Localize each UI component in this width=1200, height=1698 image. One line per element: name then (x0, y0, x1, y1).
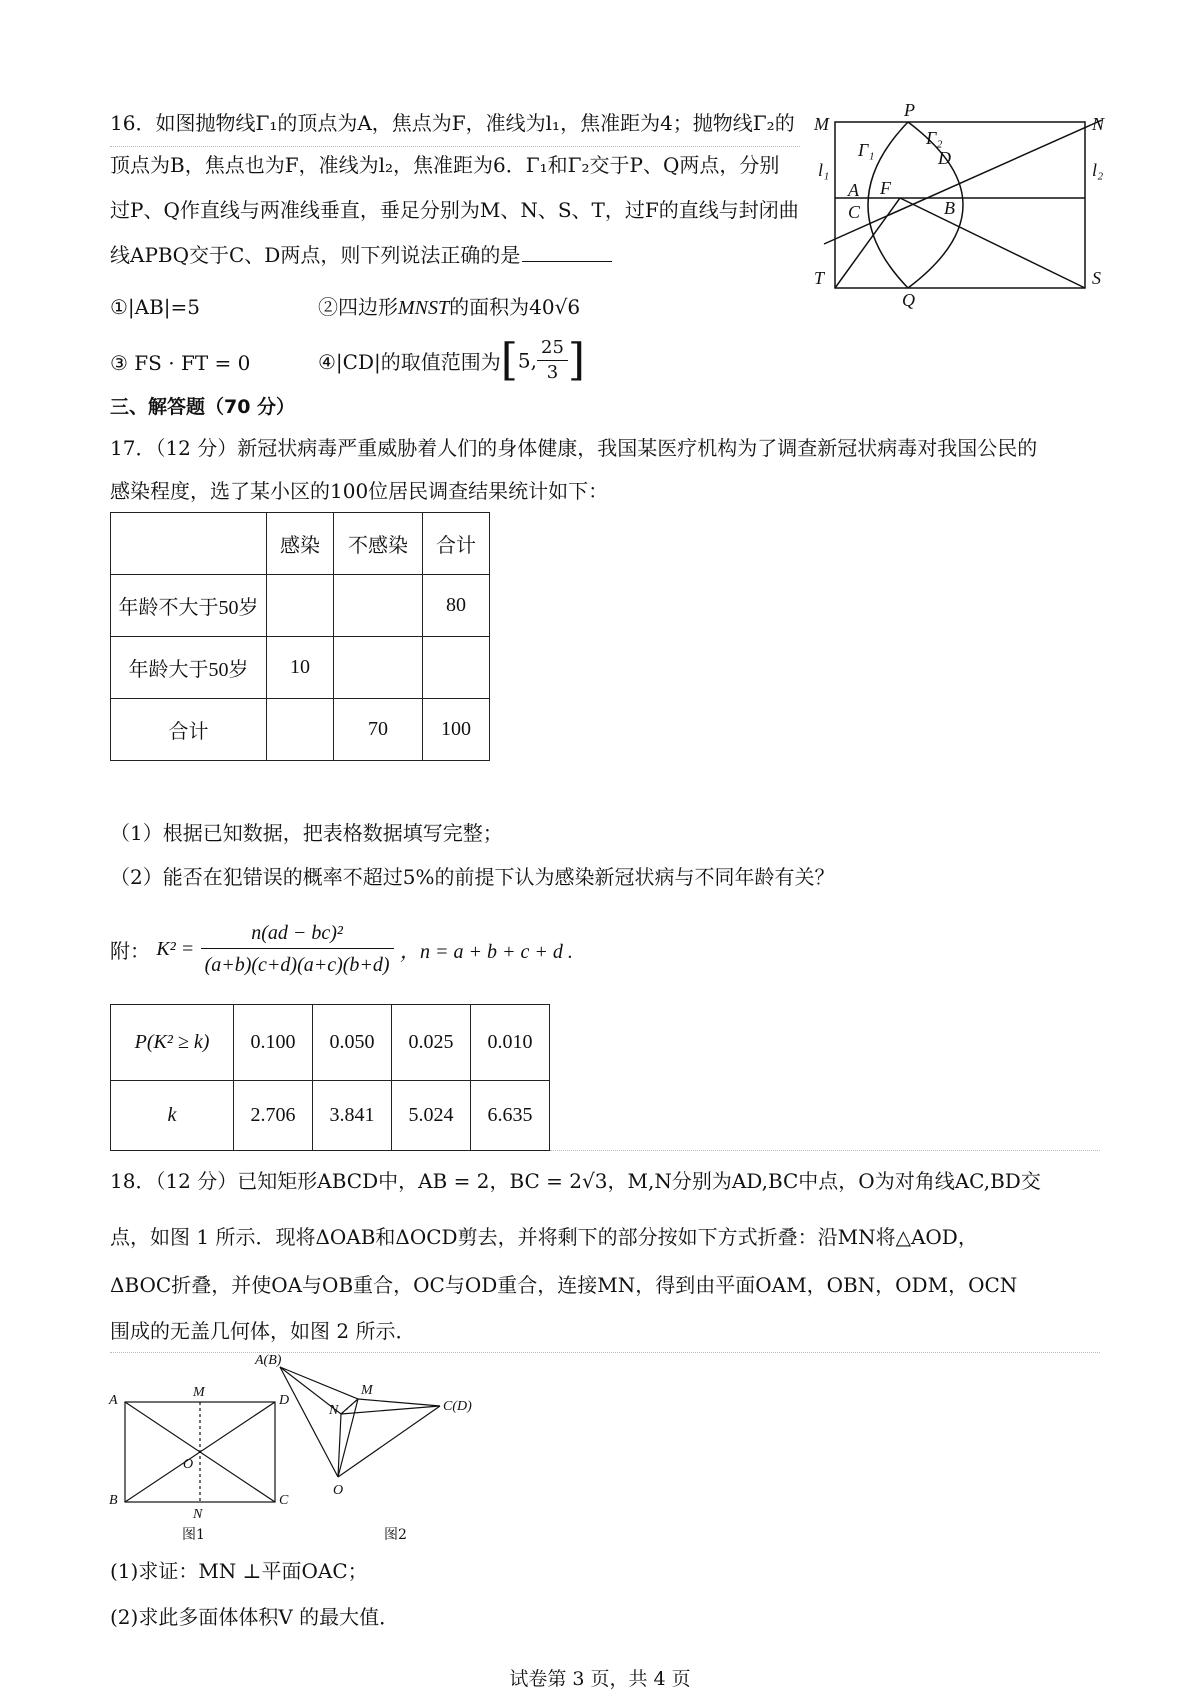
q18-line3: ΔBOC折叠，并使OA与OB重合，OC与OD重合，连接MN，得到由平面OAM，OBN，ODM，OCN (110, 1273, 1018, 1297)
table-cell[interactable] (267, 699, 334, 761)
table-cell: 3.841 (313, 1081, 392, 1151)
fig1-label-C: C (279, 1493, 289, 1508)
formula-post: ，n = a + b + c + d . (399, 941, 573, 963)
label-N: N (1092, 114, 1105, 134)
fig1-label-B: B (109, 1493, 118, 1508)
table-row (111, 637, 490, 699)
divider (110, 146, 800, 147)
table-cell: 2.706 (234, 1081, 313, 1151)
table-cell: 80 (423, 575, 490, 637)
fig2-label-O: O (333, 1483, 344, 1498)
q18-sub1: (1)求证：MN ⊥平面OAC； (110, 1559, 368, 1583)
label-C: C (848, 202, 861, 222)
table-row (111, 699, 490, 761)
table-row (111, 513, 490, 575)
table-cell (111, 513, 267, 575)
q16-option-2 (318, 292, 580, 323)
q18-line2: 点，如图 1 所示．现将ΔOAB和ΔOCD剪去，并将剩下的部分按如下方式折叠：沿MN将△AOD， (110, 1225, 978, 1249)
table-cell: 不感染 (334, 513, 423, 575)
formula-fraction (201, 918, 394, 981)
formula-k: K² = (156, 938, 195, 960)
formula-num: n(ad − bc)² (201, 918, 394, 949)
line-fs (900, 198, 1085, 288)
table-cell: 100 (423, 699, 490, 761)
label-M: M (814, 114, 829, 134)
table-row (111, 1081, 550, 1151)
q17-line2: 感染程度，选了某小区的100位居民调查结果统计如下： (110, 479, 609, 503)
fig1-caption: 图1 (182, 1527, 205, 1543)
fig2-label-N: N (329, 1403, 339, 1418)
label-F: F (880, 178, 891, 198)
q18-line1: 18．（12 分）已知矩形ABCD中，AB = 2，BC = 2√3，M,N分别为AD,BC中点，O为对角线AC,BD交 (110, 1169, 1041, 1193)
table-cell[interactable] (334, 575, 423, 637)
q17-formula (110, 918, 573, 981)
fig2-label-CD: C(D) (443, 1399, 472, 1414)
q17-contingency-table (110, 512, 490, 761)
table-cell: 合计 (423, 513, 490, 575)
q17-critical-value-table (110, 1004, 550, 1151)
label-T: T (814, 268, 825, 288)
answer-blank[interactable] (522, 241, 612, 262)
fig2-face (280, 1367, 358, 1414)
opt4-den: 3 (546, 362, 559, 383)
q17-line1: 17．（12 分）新冠状病毒严重威胁着人们的身体健康，我国某医疗机构为了调查新冠状病毒对我国公民的 (110, 436, 1038, 460)
bracket-right: ] (567, 334, 586, 386)
opt2-pre: ②四边形 (318, 295, 398, 319)
q16-line2: 顶点为B，焦点也为F，准线为l₂，焦准距为6．Γ₁和Γ₂交于P、Q两点，分别 (110, 153, 780, 177)
page-footer: 试卷第 3 页，共 4 页 (509, 1668, 691, 1690)
q16-line4 (110, 240, 612, 270)
table-row (111, 575, 490, 637)
q17-sub2: （2）能否在犯错误的概率不超过5%的前提下认为感染新冠状病与不同年龄有关？ (110, 865, 835, 889)
opt4-fraction (537, 336, 568, 385)
table-cell: 5.024 (392, 1081, 471, 1151)
fig1-label-A: A (109, 1393, 118, 1408)
q18-sub2: (2)求此多面体体积V 的最大值． (110, 1605, 400, 1629)
fig2-edge-ao (280, 1367, 338, 1477)
fig2-label-AB: A(B) (255, 1353, 282, 1368)
q16-figure (808, 100, 1118, 310)
table-cell: 合计 (111, 699, 267, 761)
fig1-label-M: M (193, 1385, 205, 1400)
opt2-mid: 的面积为 (449, 295, 530, 319)
label-l1: l₁ (818, 160, 830, 180)
fig1-label-O: O (183, 1457, 194, 1472)
fig2-label-M: M (361, 1383, 373, 1398)
q17-sub1: （1）根据已知数据，把表格数据填写完整； (110, 821, 503, 845)
q16-line3: 过P、Q作直线与两准线垂直，垂足分别为M、N、S、T，过F的直线与封闭曲 (110, 198, 799, 222)
q16-option-4 (318, 336, 585, 385)
label-A: A (848, 180, 859, 200)
q18-line4: 围成的无盖几何体，如图 2 所示． (110, 1319, 416, 1343)
formula-den: (a+b)(c+d)(a+c)(b+d) (204, 954, 390, 976)
label-gamma2: Γ₂ (926, 128, 943, 148)
table-cell: 年龄大于50岁 (111, 637, 267, 699)
fig1-label-N: N (193, 1507, 203, 1522)
table-cell: 0.100 (234, 1005, 313, 1081)
label-gamma1: Γ₁ (858, 140, 875, 160)
fig1-label-D: D (279, 1393, 290, 1408)
table-cell: 0.050 (313, 1005, 392, 1081)
label-B: B (944, 198, 955, 218)
bracket-left: [ (500, 334, 518, 386)
q16-line4-text: 线APBQ交于C、D两点，则下列说法正确的是 (110, 243, 521, 267)
opt4-a: 5, (517, 348, 538, 373)
opt4-pre: ④|CD|的取值范围为 (318, 350, 501, 374)
fig2-edge-mc (358, 1399, 440, 1406)
table-row (111, 1005, 550, 1081)
table-cell: 10 (267, 637, 334, 699)
label-Q: Q (902, 290, 915, 310)
table-cell[interactable] (334, 637, 423, 699)
opt4-num: 25 (537, 336, 568, 361)
opt2-var: MNST (398, 297, 450, 319)
formula-pre: 附： (110, 939, 150, 963)
table-cell: 70 (334, 699, 423, 761)
q16-line1: 16．如图抛物线Γ₁的顶点为A，焦点为F，准线为l₁，焦准距为4；抛物线Γ₂的 (110, 111, 795, 135)
table-cell: 6.635 (471, 1081, 550, 1151)
q16-option-3: ③ FS · FT = 0 (110, 351, 251, 375)
opt2-val: 40√6 (529, 295, 581, 319)
table-cell[interactable] (267, 575, 334, 637)
fig2-caption: 图2 (384, 1527, 407, 1543)
label-S: S (1092, 268, 1101, 288)
table-cell: k (111, 1081, 234, 1151)
table-cell: 0.025 (392, 1005, 471, 1081)
label-l2: l₂ (1092, 160, 1104, 180)
q18-figures (105, 1352, 525, 1522)
table-cell: 年龄不大于50岁 (111, 575, 267, 637)
label-D: D (938, 148, 951, 168)
divider (550, 1150, 1100, 1151)
table-cell: 感染 (267, 513, 334, 575)
table-cell: P(K² ≥ k) (111, 1005, 234, 1081)
section-heading: 三、解答题（70 分） (110, 396, 296, 418)
table-cell[interactable] (423, 637, 490, 699)
table-cell: 0.010 (471, 1005, 550, 1081)
label-P: P (904, 100, 915, 120)
q16-option-1: ①|AB|=5 (110, 295, 201, 319)
line-cd (824, 120, 1102, 244)
